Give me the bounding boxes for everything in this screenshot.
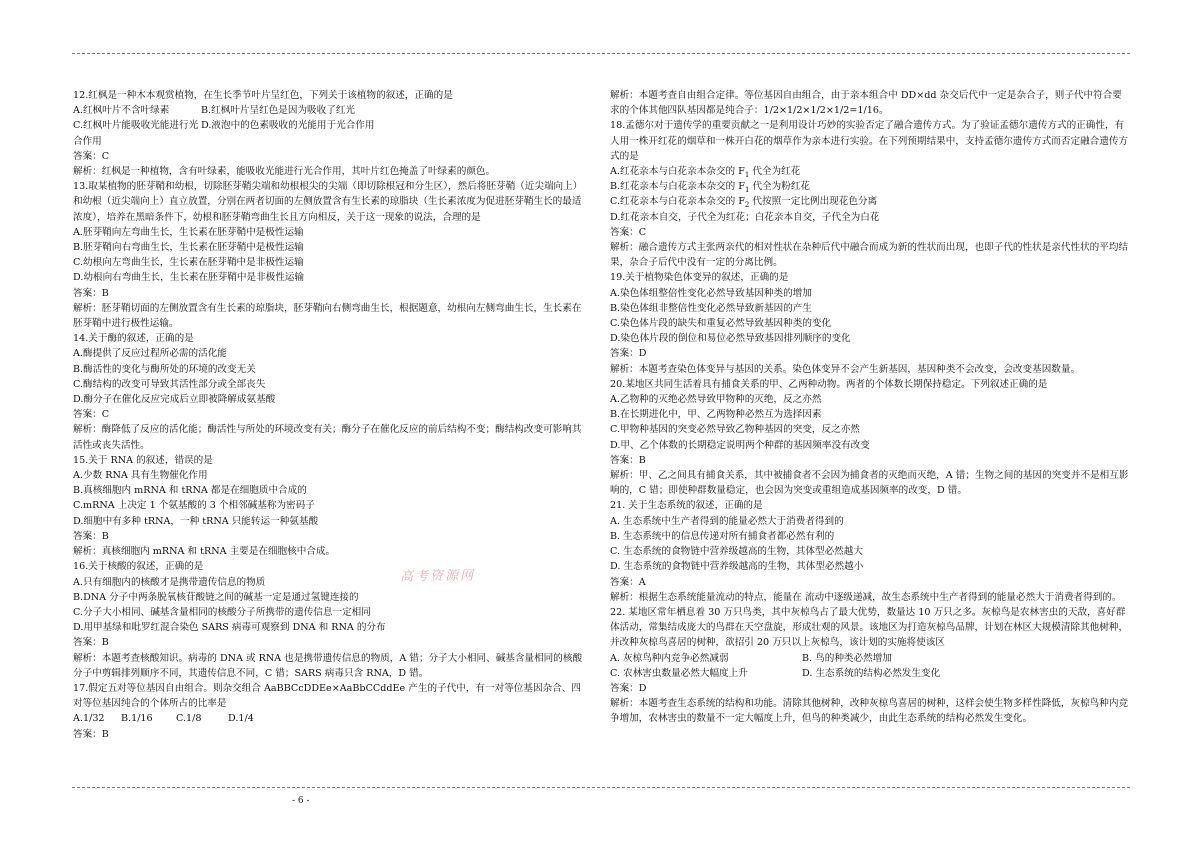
text-line: 答案：C bbox=[610, 226, 647, 238]
text-line: 解析：根据生态系统能量流动的特点，能量在 流动中逐级递减，故生态系统中生产者得到的能量必然大于消费者得到的。 bbox=[610, 591, 1122, 603]
option-text: D.1/4 bbox=[228, 713, 254, 725]
left-column bbox=[73, 88, 590, 742]
option-text: C.1/8 bbox=[176, 713, 202, 725]
option-row bbox=[610, 651, 1130, 666]
text-line: C.分子大小相同、碱基含量相同的核酸分子所携带的遗传信息一定相同 bbox=[73, 606, 371, 618]
text-line: C.红花亲本与白花亲本杂交的 $F_2$ 代按照一定比例出现花色分离 bbox=[610, 196, 878, 210]
text-line: 答案：C bbox=[73, 409, 110, 421]
text-line: 答案：B bbox=[73, 530, 109, 542]
text-line: A.酶提供了反应过程所必需的活化能 bbox=[73, 348, 227, 360]
text-line: 解析：红枫是一种植物，含有叶绿素，能吸收光能进行光合作用，其叶片红色掩盖了叶绿素的颜色。 bbox=[73, 166, 496, 178]
text-line: 15.关于 RNA 的叙述，错误的是 bbox=[73, 454, 213, 466]
text-line: 解析：本题考查生态系统的结构和功能。清除其他树种，改种灰椋鸟喜居的树种，这样会使生物多样性降低，灰椋鸟种内竞争增加，农林害虫的数量不一定大幅度上升，但鸟的种类减少，由此生态系统的结构必然发生变化。 bbox=[610, 698, 1129, 725]
text-line: 答案：D bbox=[610, 348, 647, 360]
text-line: A.乙物种的灭绝必然导致甲物种的灭绝，反之亦然 bbox=[610, 394, 822, 406]
option-row bbox=[73, 118, 590, 148]
text-line: 13.取某植物的胚芽鞘和幼根，切除胚芽鞘尖端和幼根根尖的尖端（即切除根冠和分生区），然后将胚芽鞘（近尖端向上）和幼根（近尖端向上）直立放置，分别在两者切面的左侧放置含有生长素的琼脂块（生长素浓度为促进胚芽鞘生长的最适浓度），培养在黑暗条件下，幼根和胚芽鞘弯曲生长且方向相反，关于这一现象的说法，合理的是 bbox=[73, 181, 583, 223]
option-row bbox=[73, 711, 590, 726]
text-line: 解析：真核细胞内 mRNA 和 tRNA 主要是在细胞核中合成。 bbox=[73, 546, 336, 558]
text-line: B.真核细胞内 mRNA 和 tRNA 都是在细胞质中合成的 bbox=[73, 485, 307, 497]
text-line: B.胚芽鞘向右弯曲生长，生长素在胚芽鞘中是极性运输 bbox=[73, 242, 304, 254]
text-line: 解析：融合遗传方式主张两亲代的相对性状在杂种后代中融合而成为新的性状而出现，也即子代的性状是亲代性状的平均结果，杂合子后代中没有一定的分离比例。 bbox=[610, 242, 1129, 269]
text-line: C. 生态系统的食物链中营养级越高的生物，其体型必然越大 bbox=[610, 546, 863, 558]
watermark: 高考资源网 bbox=[399, 568, 476, 585]
text-line: D.细胞中有多种 tRNA，一种 tRNA 只能转运一种氨基酸 bbox=[73, 515, 319, 527]
text-line: 答案：D bbox=[610, 682, 647, 694]
text-line: 答案：B bbox=[73, 728, 109, 740]
option-text: D.液泡中的色素吸收的光能用于光合作用 bbox=[201, 120, 375, 132]
text-line: 19.关于植物染色体变异的叙述，正确的是 bbox=[610, 272, 789, 284]
text-line: A.染色体组整倍性变化必然导致基因种类的增加 bbox=[610, 287, 812, 299]
text-line: 16.关于核酸的叙述，正确的是 bbox=[73, 561, 204, 573]
text-line: A.胚芽鞘向左弯曲生长，生长素在胚芽鞘中是极性运输 bbox=[73, 226, 304, 238]
text-line: D.用甲基绿和吡罗红混合染色 SARS 病毒可观察到 DNA 和 RNA 的分布 bbox=[73, 622, 386, 634]
text-line: B.酶活性的变化与酶所处的环境的改变无关 bbox=[73, 363, 256, 375]
text-line: B.DNA 分子中两条脱氧核苷酸链之间的碱基一定是通过氢键连接的 bbox=[73, 591, 359, 603]
text-line: 答案：B bbox=[73, 287, 109, 299]
text-line: 14.关于酶的叙述，正确的是 bbox=[73, 333, 194, 345]
text-line: 解析：胚芽鞘切面的左侧放置含有生长素的琼脂块，胚芽鞘向右侧弯曲生长，根据题意，幼根向左侧弯曲生长，生长素在胚芽鞘中进行极性运输。 bbox=[73, 302, 582, 330]
text-line: A. 生态系统中生产者得到的能量必然大于消费者得到的 bbox=[610, 515, 844, 527]
option-text: B.1/16 bbox=[121, 713, 153, 725]
option-text: C.红枫叶片能吸收光能进行光合作用 bbox=[73, 120, 199, 147]
option-row bbox=[610, 666, 1130, 681]
text-line: D.染色体片段的倒位和易位必然导致基因排列顺序的变化 bbox=[610, 333, 851, 345]
text-line: D. 生态系统的食物链中营养级越高的生物，其体型必然越小 bbox=[610, 561, 864, 573]
text-line: D.幼根向右弯曲生长，生长素在胚芽鞘中是非极性运输 bbox=[73, 272, 305, 284]
text-line: 解析：甲、乙之间具有捕食关系，其中被捕食者不会因为捕食者的灭绝而灭绝，A 错；生物之间的基因的突变并不是相互影响的，C 错；即使种群数量稳定，也会因为突变或重组造成基因频率的改变，D 错。 bbox=[610, 470, 1129, 497]
page-number: - 6 - bbox=[292, 796, 310, 806]
text-line: B. 生态系统中的信息传递对所有捕食者都必然有利的 bbox=[610, 530, 835, 542]
text-line: A.红花亲本与白花亲本杂交的 $F_1$ 代全为红花 bbox=[610, 166, 801, 179]
option-text: A.1/32 bbox=[73, 713, 105, 725]
option-text: A. 灰椋鸟种内竞争必然减弱 bbox=[610, 652, 729, 664]
text-line: 17.假定五对等位基因自由组合。则杂交组合 AaBBCcDDEe×AaBbCCddEe 产生的子代中，有一对等位基因杂合、四对等位基因纯合的个体所占的比率是 bbox=[73, 682, 581, 710]
text-line: 解析：本题考查自由组合定律。等位基因自由组合，由于亲本组合中 DD×dd 杂交后代中一定是杂合子，则子代中符合要求的个体其他四队基因都是纯合子：1/2×1/2×1/2×1/2=1/16。 bbox=[610, 90, 1122, 117]
text-line: 答案：C bbox=[73, 150, 110, 162]
text-line: 解析：酶降低了反应的活化能；酶活性与所处的环境改变有关；酶分子在催化反应的前后结构不变；酶结构改变可影响其活性或丧失活性。 bbox=[73, 424, 582, 451]
option-row bbox=[73, 103, 590, 118]
top-divider bbox=[72, 53, 1130, 54]
text-line: 18.孟德尔对于遗传学的重要贡献之一是利用设计巧妙的实验否定了融合遗传方式。为了验证孟德尔遗传方式的正确性，有人用一株开红花的烟草和一株开白花的烟草作为亲本进行实验。在下列预期结果中，支持孟德尔遗传方式而否定融合遗传方式的是 bbox=[610, 120, 1129, 162]
text-line: 解析：本题考查核酸知识。病毒的 DNA 或 RNA 也是携带遗传信息的物质，A 错；分子大小相同、碱基含量相同的核酸分子中剪辑排列顺序不同，其遗传信息不同，C 错；SARS 病毒只含 RNA，D 错。 bbox=[73, 652, 583, 679]
text-line: C.mRNA 上决定 1 个氨基酸的 3 个相邻碱基称为密码子 bbox=[73, 500, 315, 512]
text-line: B.红花亲本与白花亲本杂交的 $F_1$ 代全为粉红花 bbox=[610, 181, 811, 195]
option-text: C. 农林害虫数量必然大幅度上升 bbox=[610, 667, 748, 679]
text-line: C.甲物种基因的突变必然导致乙物种基因的突变，反之亦然 bbox=[610, 424, 860, 436]
text-line: 12.红枫是一种木本观赏植物，在生长季节叶片呈红色，下列关于该植物的叙述，正确的是 bbox=[73, 90, 453, 101]
text-line: C.染色体片段的缺失和重复必然导致基因种类的变化 bbox=[610, 318, 832, 330]
text-line: 20.某地区共同生活着具有捕食关系的甲、乙两种动物。两者的个体数长期保持稳定。下列叙述正确的是 bbox=[610, 378, 1048, 390]
text-line: 22. 某地区常年栖息着 30 万只鸟类，其中灰椋鸟占了最大优势，数量达 10 万只之多。灰椋鸟是农林害虫的天敌，喜好群体活动，常集结成庞大的鸟群在天空盘旋，形成壮观的风景。该地区为打造灰椋鸟品牌，计划在林区大规模清除其他树种，并改种灰椋鸟喜居的树种，欲招引 20 万只以上灰椋鸟，该计划的实施将使该区 bbox=[610, 606, 1129, 649]
option-text: D. 生态系统的结构必然发生变化 bbox=[802, 667, 941, 679]
text-line: D.酶分子在催化反应完成后立即被降解成氨基酸 bbox=[73, 394, 276, 406]
text-line: A.少数 RNA 具有生物催化作用 bbox=[73, 470, 208, 482]
text-line: D.红花亲本自交，子代全为红花；白花亲本自交，子代全为白花 bbox=[610, 211, 880, 223]
text-line: 解析：本题考查染色体变异与基因的关系。染色体变异不会产生新基因，基因种类不会改变，会改变基因数量。 bbox=[610, 363, 1081, 375]
option-text: B. 鸟的种类必然增加 bbox=[802, 652, 892, 664]
option-text: A.红枫叶片不含叶绿素 bbox=[73, 105, 170, 117]
text-line: D.甲、乙个体数的长期稳定说明两个种群的基因频率没有改变 bbox=[610, 439, 870, 451]
text-line: 答案：B bbox=[73, 637, 109, 649]
text-line: B.在长期进化中，甲、乙两物种必然互为选择因素 bbox=[610, 409, 822, 421]
text-line: 答案：B bbox=[610, 454, 646, 466]
text-line: C.酶结构的改变可导致其活性部分或全部丧失 bbox=[73, 378, 266, 390]
text-line: B.染色体组非整倍性变化必然导致新基因的产生 bbox=[610, 302, 812, 314]
text-line: 答案：A bbox=[610, 576, 646, 588]
text-line: C.幼根向左弯曲生长，生长素在胚芽鞘中是非极性运输 bbox=[73, 257, 304, 269]
right-column bbox=[610, 88, 1130, 727]
text-line: 21. 关于生态系统的叙述，正确的是 bbox=[610, 500, 763, 512]
text-line: A.只有细胞内的核酸才是携带遗传信息的物质 bbox=[73, 576, 266, 588]
bottom-divider bbox=[72, 787, 1130, 788]
option-text: B.红枫叶片呈红色是因为吸收了红光 bbox=[201, 105, 356, 117]
